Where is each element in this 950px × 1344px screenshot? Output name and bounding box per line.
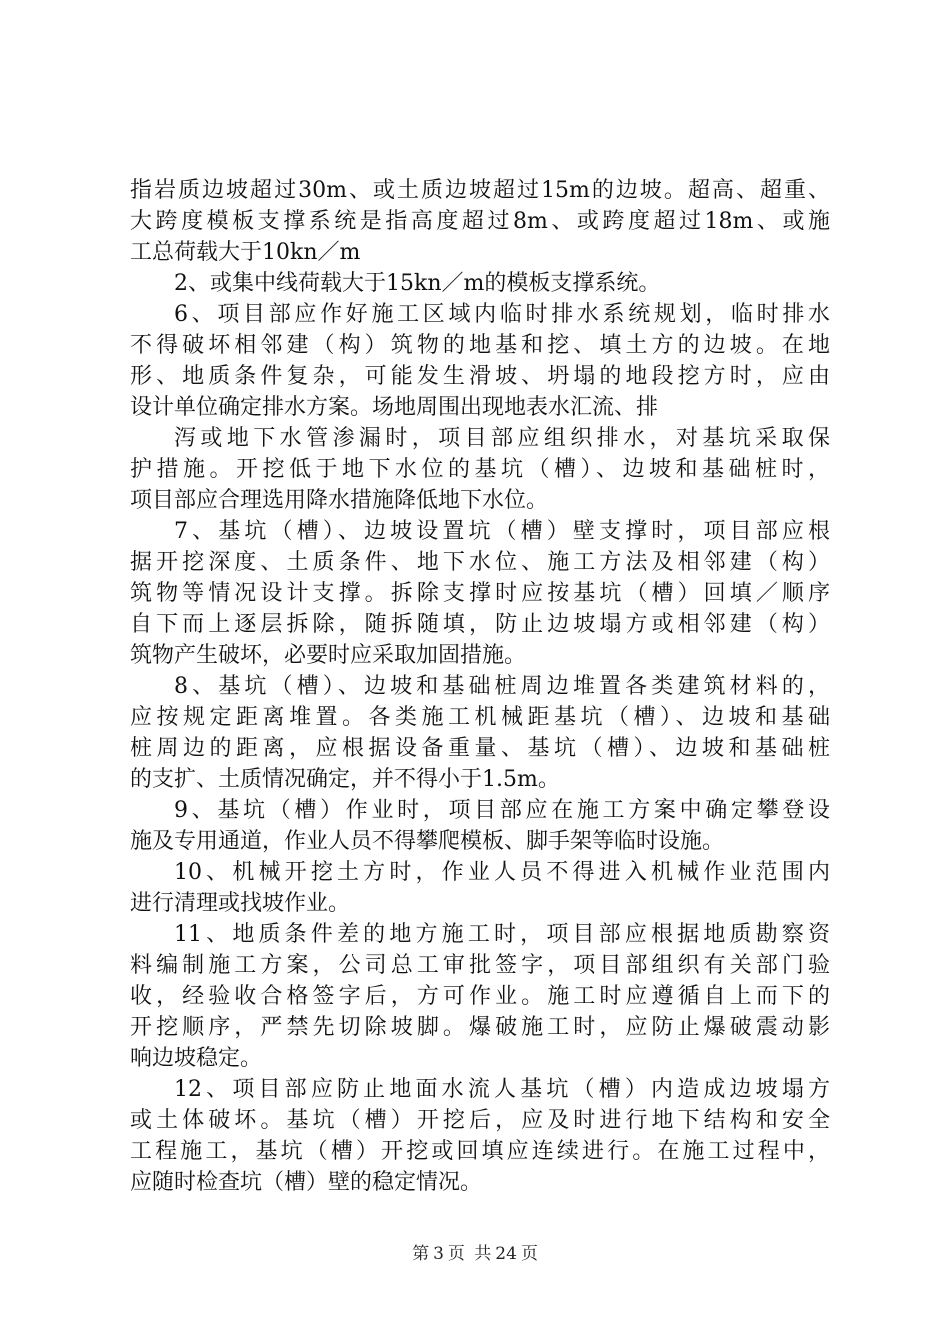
text-line: 2、或集中线荷载大于15kn／m的模板支撑系统。 [174, 271, 661, 296]
page-footer [0, 1243, 950, 1265]
page-number: 3 [433, 1244, 444, 1264]
text-line: 项目部应合理选用降水措施降低地下水位。 [130, 488, 549, 513]
text-line: 12、项目部应防止地面水流人基坑（槽）内造成边坡塌方 [174, 1077, 830, 1102]
text-line: 9、基坑（槽）作业时，项目部应在施工方案中确定攀登设 [174, 798, 830, 823]
text-line: 收，经验收合格签字后，方可作业。施工时应遵循自上而下的 [130, 984, 830, 1009]
text-line: 设计单位确定排水方案。场地周围出现地表水汇流、排 [130, 395, 659, 420]
text-line: 护措施。开挖低于地下水位的基坑（槽）、边坡和基础桩时， [130, 457, 830, 482]
text-line: 的支扩、土质情况确定，并不得小于1.5m。 [130, 767, 560, 792]
total-pages: 24 [495, 1244, 517, 1264]
text-line: 工程施工，基坑（槽）开挖或回填应连续进行。在施工过程中， [130, 1139, 830, 1164]
text-line: 应按规定距离堆置。各类施工机械距基坑（槽）、边坡和基础 [130, 705, 830, 730]
text-line: 泻或地下水管渗漏时，项目部应组织排水，对基坑采取保 [174, 426, 830, 451]
page-prefix: 第 [412, 1244, 430, 1264]
text-line: 7、基坑（槽）、边坡设置坑（槽）壁支撑时，项目部应根 [174, 519, 830, 544]
text-line: 响边坡稳定。 [130, 1046, 263, 1071]
text-line: 桩周边的距离，应根据设备重量、基坑（槽）、边坡和基础桩 [130, 736, 830, 761]
text-line: 8、基坑（槽）、边坡和基础桩周边堆置各类建筑材料的， [174, 674, 830, 699]
text-line: 大跨度模板支撑系统是指高度超过8m、或跨度超过18m、或施 [130, 209, 830, 234]
text-line: 或土体破坏。基坑（槽）开挖后，应及时进行地下结构和安全 [130, 1108, 830, 1133]
text-line: 不得破坏相邻建（构）筑物的地基和挖、填土方的边坡。在地 [130, 333, 830, 358]
document-body [130, 175, 830, 1198]
text-line: 据开挖深度、土质条件、地下水位、施工方法及相邻建（构） [130, 550, 830, 575]
text-line: 开挖顺序，严禁先切除坡脚。爆破施工时，应防止爆破震动影 [130, 1015, 830, 1040]
text-line: 工总荷载大于10kn／m [130, 240, 361, 265]
total-unit: 页 [520, 1244, 538, 1264]
text-line: 筑物等情况设计支撑。拆除支撑时应按基坑（槽）回填／顺序 [130, 581, 830, 606]
text-line: 10、机械开挖土方时，作业人员不得进入机械作业范围内 [174, 860, 830, 885]
total-prefix: 共 [474, 1244, 492, 1264]
text-line: 形、地质条件复杂，可能发生滑坡、坍塌的地段挖方时，应由 [130, 364, 830, 389]
text-line: 进行清理或找坡作业。 [130, 891, 351, 916]
text-line: 应随时检查坑（槽）壁的稳定情况。 [130, 1170, 483, 1195]
text-line: 料编制施工方案，公司总工审批签字，项目部组织有关部门验 [130, 953, 830, 978]
text-line: 自下而上逐层拆除，随拆随填，防止边坡塌方或相邻建（构） [130, 612, 830, 637]
text-line: 6、项目部应作好施工区域内临时排水系统规划，临时排水 [174, 302, 830, 327]
text-line: 11、地质条件差的地方施工时，项目部应根据地质勘察资 [174, 922, 830, 947]
text-line: 施及专用通道，作业人员不得攀爬模板、脚手架等临时设施。 [130, 829, 725, 854]
page-unit: 页 [447, 1244, 465, 1264]
text-line: 筑物产生破坏，必要时应采取加固措施。 [130, 643, 527, 668]
text-line: 指岩质边坡超过30m、或土质边坡超过15m的边坡。超高、超重、 [130, 178, 830, 203]
